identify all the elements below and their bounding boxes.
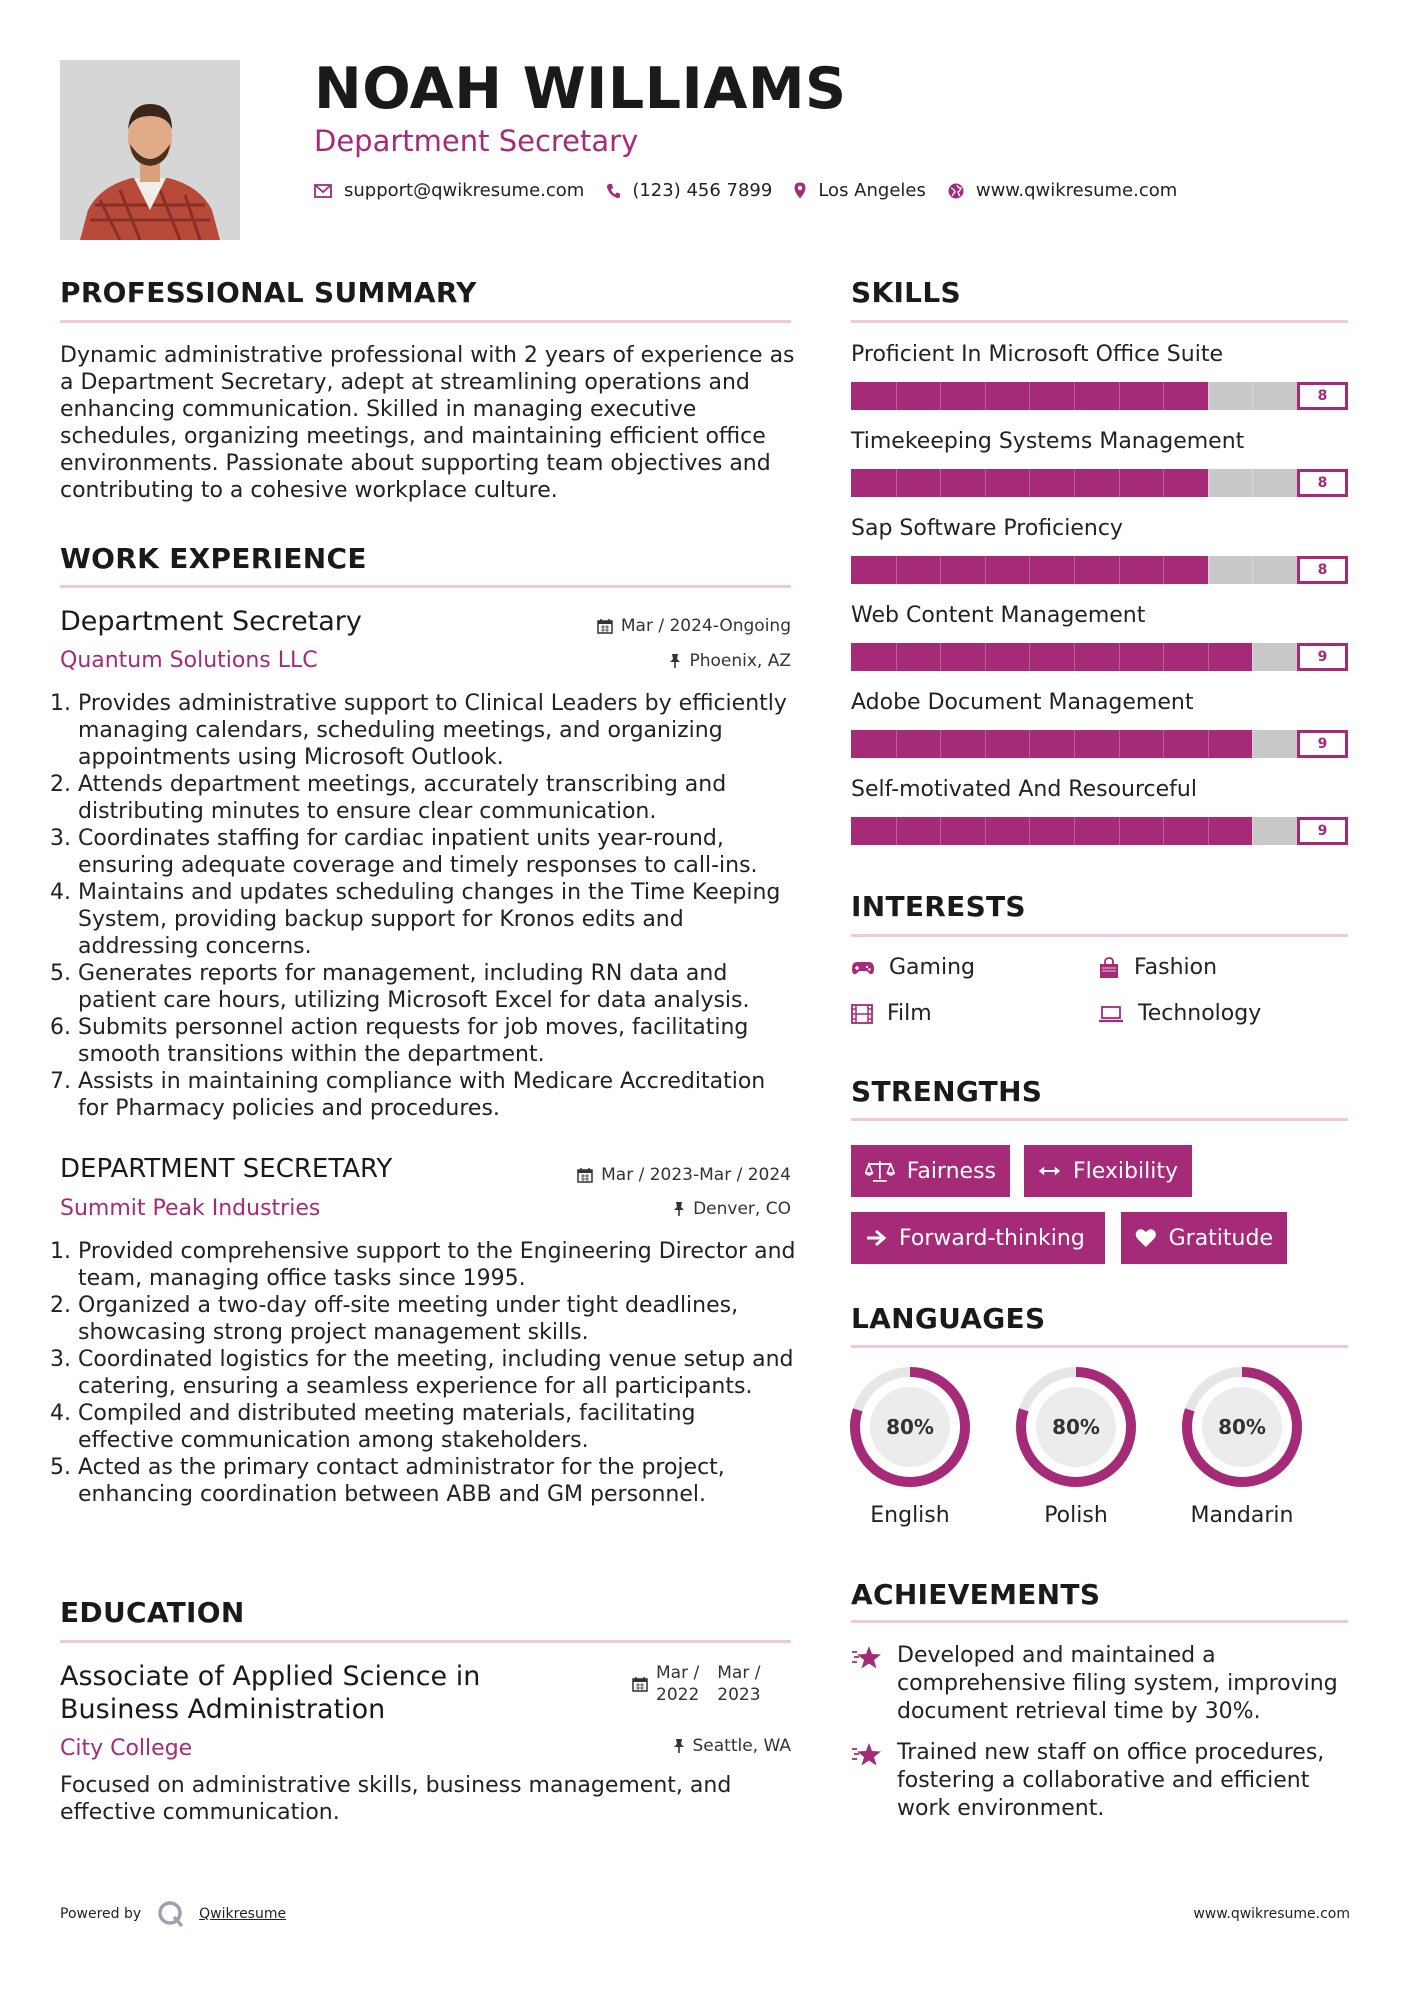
- strength-flexibility: [1024, 1145, 1192, 1197]
- skill-bar-segment-divider: [1208, 556, 1209, 584]
- contact-website[interactable]: [948, 180, 1177, 201]
- education-heading: EDUCATION: [60, 1596, 245, 1629]
- star-badge-icon: [851, 1644, 883, 1670]
- skill-bar-fill: [851, 643, 1252, 671]
- skill-level-value: 8: [1297, 469, 1348, 497]
- skill-bar-segment-divider: [1163, 469, 1164, 497]
- skill-level-value: 9: [1297, 817, 1348, 845]
- skill-bar: [851, 556, 1348, 584]
- language-item: [1014, 1365, 1138, 1528]
- achievement-text: Trained new staff on office procedures, fostering a collaborative and efficient work environment.: [897, 1740, 1325, 1821]
- skill-bar-segment-divider: [1208, 817, 1209, 845]
- contact-email[interactable]: [314, 180, 584, 201]
- duty-item: 4. Maintains and updates scheduling changes in the Time Keeping System, providing backup support for Kronos edits and addressing concerns.: [78, 879, 798, 960]
- laptop-icon: [1098, 1005, 1124, 1023]
- calendar-icon: [597, 618, 613, 634]
- skill-bar-segment-divider: [1163, 730, 1164, 758]
- skill-name: Sap Software Proficiency: [851, 516, 1123, 541]
- skill-bar-segment-divider: [1252, 469, 1253, 497]
- interest-fashion: [1098, 955, 1217, 980]
- duty-item: 1. Provides administrative support to Clinical Leaders by efficiently managing calendars, scheduling meetings, and organizing appointments using Microsoft Outlook.: [78, 690, 798, 771]
- job-2-location-text: Denver, CO: [693, 1199, 791, 1219]
- skill-bar-segment-divider: [1074, 643, 1075, 671]
- skill-bar: [851, 643, 1348, 671]
- job-1-duties: [58, 690, 798, 1122]
- achievements-divider: [851, 1620, 1348, 1623]
- skill-name: Adobe Document Management: [851, 690, 1194, 715]
- skill-bar-segment-divider: [1119, 730, 1120, 758]
- skill-bar-segment-divider: [985, 730, 986, 758]
- skill-bar-segment-divider: [896, 643, 897, 671]
- skill-bar-segment-divider: [1252, 730, 1253, 758]
- candidate-name: NOAH WILLIAMS: [314, 56, 847, 122]
- strength-forward-thinking: [851, 1212, 1105, 1264]
- experience-divider: [60, 585, 791, 588]
- languages-divider: [851, 1345, 1348, 1348]
- skill-bar-segment-divider: [896, 730, 897, 758]
- strengths-divider: [851, 1118, 1348, 1121]
- job-2-dates: [500, 1165, 791, 1185]
- language-percent: 80%: [886, 1415, 934, 1439]
- skill-bar-segment-divider: [1252, 556, 1253, 584]
- person-photo-icon: [60, 60, 240, 240]
- skill-bar-segment-divider: [1119, 469, 1120, 497]
- location-text: Los Angeles: [818, 180, 926, 201]
- interests-heading: INTERESTS: [851, 890, 1026, 923]
- skill-bar: [851, 382, 1348, 410]
- skill-bar-segment-divider: [985, 643, 986, 671]
- school-name: City College: [60, 1736, 193, 1761]
- interest-label: Gaming: [889, 955, 975, 980]
- strength-gratitude: [1121, 1212, 1287, 1264]
- education-location-text: Seattle, WA: [692, 1736, 791, 1756]
- skills-divider: [851, 320, 1348, 323]
- language-percent: 80%: [1052, 1415, 1100, 1439]
- film-icon: [851, 1004, 873, 1024]
- skill-bar-segment-divider: [985, 817, 986, 845]
- skill-bar-fill: [851, 730, 1252, 758]
- pushpin-icon: [673, 1201, 685, 1217]
- skill-bar-segment-divider: [1029, 469, 1030, 497]
- skill-name: Proficient In Microsoft Office Suite: [851, 342, 1223, 367]
- strengths-heading: STRENGTHS: [851, 1075, 1043, 1108]
- job-2-location: [520, 1199, 791, 1219]
- map-pin-icon: [794, 182, 806, 199]
- qwikresume-link[interactable]: Qwikresume: [199, 1906, 287, 1922]
- achievement-item: [851, 1739, 1357, 1823]
- pushpin-icon: [673, 1738, 685, 1754]
- start-date-line-1: Mar /: [656, 1663, 700, 1683]
- skill-bar-segment-divider: [1208, 730, 1209, 758]
- skill-bar-segment-divider: [1252, 643, 1253, 671]
- skill-bar-segment-divider: [896, 817, 897, 845]
- skill-bar: [851, 817, 1348, 845]
- skill-bar-segment-divider: [1163, 643, 1164, 671]
- language-item: [848, 1365, 972, 1528]
- skill-bar-segment-divider: [940, 817, 941, 845]
- duty-item: 6. Submits personnel action requests for job moves, facilitating smooth transitions within the department.: [78, 1014, 798, 1068]
- achievement-item: [851, 1642, 1357, 1726]
- contact-location: [794, 180, 926, 201]
- duty-item: 2. Attends department meetings, accurately transcribing and distributing minutes to ensure clear communication.: [78, 771, 798, 825]
- skill-bar-segment-divider: [940, 556, 941, 584]
- skill-bar-segment-divider: [1119, 817, 1120, 845]
- skill-bar-segment-divider: [1029, 730, 1030, 758]
- phone-text: (123) 456 7899: [632, 180, 773, 201]
- language-percent: 80%: [1218, 1415, 1266, 1439]
- skill-bar-segment-divider: [1074, 469, 1075, 497]
- star-badge-icon: [851, 1741, 883, 1767]
- duty-item: 3. Coordinates staffing for cardiac inpatient units year-round, ensuring adequate coverage and timely responses to call-ins.: [78, 825, 798, 879]
- arrow-right-icon: [865, 1228, 887, 1248]
- strength-label: Flexibility: [1073, 1158, 1178, 1184]
- strength-fairness: [851, 1145, 1010, 1197]
- footer-website[interactable]: www.qwikresume.com: [1193, 1906, 1350, 1922]
- degree-title: [60, 1660, 480, 1726]
- job-2-duties: [58, 1238, 798, 1508]
- globe-icon: [948, 183, 964, 199]
- education-location: [520, 1736, 791, 1756]
- job-2-dates-text: Mar / 2023-Mar / 2024: [601, 1165, 791, 1185]
- interest-gaming: [851, 955, 975, 980]
- skill-bar-segment-divider: [1074, 556, 1075, 584]
- education-end-date: [717, 1662, 760, 1706]
- gamepad-icon: [851, 960, 875, 976]
- duty-item: 7. Assists in maintaining compliance with Medicare Accreditation for Pharmacy policies and procedures.: [78, 1068, 798, 1122]
- footer-powered-by: [60, 1900, 286, 1928]
- skill-bar-segment-divider: [1119, 556, 1120, 584]
- phone-icon: [606, 183, 620, 199]
- skill-level-value: 8: [1297, 556, 1348, 584]
- duty-item: 1. Provided comprehensive support to the Engineering Director and team, managing office tasks since 1995.: [78, 1238, 798, 1292]
- job-1-title: Department Secretary: [60, 606, 362, 637]
- skill-bar-segment-divider: [1208, 643, 1209, 671]
- candidate-title: Department Secretary: [314, 124, 639, 158]
- skill-bar-segment-divider: [1029, 643, 1030, 671]
- skill-bar-segment-divider: [1163, 556, 1164, 584]
- calendar-icon: [577, 1167, 593, 1183]
- start-date-line-2: 2022: [656, 1685, 700, 1705]
- degree-line-1: Associate of Applied Science in: [60, 1661, 481, 1692]
- skill-bar-segment-divider: [940, 643, 941, 671]
- language-name: English: [870, 1503, 950, 1528]
- interest-film: [851, 1001, 932, 1026]
- job-2-title: DEPARTMENT SECRETARY: [60, 1154, 393, 1184]
- skill-bar-segment-divider: [1074, 817, 1075, 845]
- education-divider: [60, 1640, 791, 1643]
- job-2-company: Summit Peak Industries: [60, 1196, 321, 1221]
- skill-bar-segment-divider: [896, 556, 897, 584]
- language-name: Polish: [1044, 1503, 1108, 1528]
- skill-bar-segment-divider: [1163, 817, 1164, 845]
- strength-label: Gratitude: [1168, 1225, 1273, 1251]
- skill-bar-segment-divider: [1208, 469, 1209, 497]
- summary-heading: PROFESSIONAL SUMMARY: [60, 276, 477, 309]
- experience-heading: WORK EXPERIENCE: [60, 542, 367, 575]
- summary-divider: [60, 320, 791, 323]
- languages-heading: LANGUAGES: [851, 1302, 1046, 1335]
- job-1-location: [520, 651, 791, 671]
- language-item: [1180, 1365, 1304, 1528]
- skill-name: Web Content Management: [851, 603, 1146, 628]
- interest-label: Technology: [1138, 1001, 1262, 1026]
- language-ring: [1014, 1365, 1138, 1489]
- contact-phone[interactable]: [606, 180, 772, 201]
- duty-item: 5. Generates reports for management, including RN data and patient care hours, utilizing Microsoft Excel for data analysis.: [78, 960, 798, 1014]
- skill-bar-segment-divider: [896, 469, 897, 497]
- skill-level-value: 9: [1297, 730, 1348, 758]
- duty-item: 2. Organized a two-day off-site meeting under tight deadlines, showcasing strong project management skills.: [78, 1292, 798, 1346]
- skill-bar-segment-divider: [1029, 556, 1030, 584]
- education-start-date: [656, 1662, 699, 1706]
- summary-text: Dynamic administrative professional with 2 years of experience as a Department Secretary, adept at streamlining operations and enhancing communication. Skilled in managing executive schedules, organizing meetings, and maintaining efficient office environments. Passionate about supporting team objectives and contributing to a cohesive workplace culture.: [60, 343, 795, 503]
- arrows-horizontal-icon: [1038, 1164, 1061, 1178]
- qwikresume-logo-icon: [157, 1900, 185, 1928]
- job-1-dates-text: Mar / 2024-Ongoing: [620, 616, 791, 636]
- education-dates: [632, 1662, 761, 1706]
- job-1-dates: [520, 616, 791, 636]
- interest-label: Fashion: [1134, 955, 1218, 980]
- skill-bar-segment-divider: [940, 382, 941, 410]
- duty-item: 4. Compiled and distributed meeting materials, facilitating effective communication among stakeholders.: [78, 1400, 798, 1454]
- skill-bar-segment-divider: [1119, 643, 1120, 671]
- duty-item: 3. Coordinated logistics for the meeting, including venue setup and catering, ensuring a seamless experience for all participants.: [78, 1346, 798, 1400]
- skill-bar-segment-divider: [1163, 382, 1164, 410]
- achievements-heading: ACHIEVEMENTS: [851, 1578, 1101, 1611]
- skills-heading: SKILLS: [851, 276, 961, 309]
- skill-bar: [851, 730, 1348, 758]
- interests-divider: [851, 934, 1348, 937]
- skill-bar-segment-divider: [1074, 382, 1075, 410]
- skill-name: Timekeeping Systems Management: [851, 429, 1245, 454]
- interest-technology: [1098, 1001, 1261, 1026]
- skill-bar-segment-divider: [1074, 730, 1075, 758]
- contact-bar: [314, 180, 1199, 201]
- strength-label: Forward-thinking: [899, 1225, 1085, 1251]
- website-text: www.qwikresume.com: [975, 180, 1178, 201]
- skill-bar-segment-divider: [985, 469, 986, 497]
- language-ring: [848, 1365, 972, 1489]
- shopping-bag-icon: [1098, 957, 1120, 979]
- strength-label: Fairness: [906, 1158, 996, 1184]
- skill-bar-segment-divider: [985, 382, 986, 410]
- end-date-line-1: Mar /: [717, 1663, 761, 1683]
- email-text: support@qwikresume.com: [344, 180, 585, 201]
- skill-bar-segment-divider: [940, 730, 941, 758]
- scale-icon: [865, 1159, 895, 1183]
- duty-item: 5. Acted as the primary contact administrator for the project, enhancing coordination between ABB and GM personnel.: [78, 1454, 798, 1508]
- skill-level-value: 8: [1297, 382, 1348, 410]
- job-1-location-text: Phoenix, AZ: [689, 651, 791, 671]
- skill-level-value: 9: [1297, 643, 1348, 671]
- envelope-icon: [314, 184, 332, 198]
- skill-bar-segment-divider: [1252, 817, 1253, 845]
- skill-bar-segment-divider: [896, 382, 897, 410]
- education-description: Focused on administrative skills, business management, and effective communication.: [60, 1773, 732, 1825]
- degree-line-2: Business Administration: [60, 1694, 386, 1725]
- skill-bar-segment-divider: [1252, 382, 1253, 410]
- skill-bar-segment-divider: [985, 556, 986, 584]
- achievement-text: Developed and maintained a comprehensive filing system, improving document retrieval time by 30%.: [897, 1643, 1338, 1724]
- skill-bar-segment-divider: [1029, 817, 1030, 845]
- skill-bar: [851, 469, 1348, 497]
- language-name: Mandarin: [1190, 1503, 1294, 1528]
- heart-icon: [1135, 1227, 1157, 1249]
- calendar-icon: [632, 1676, 648, 1692]
- skill-name: Self-motivated And Resourceful: [851, 777, 1197, 802]
- skill-bar-segment-divider: [1119, 382, 1120, 410]
- skill-bar-segment-divider: [1029, 382, 1030, 410]
- interest-label: Film: [887, 1001, 932, 1026]
- skill-bar-segment-divider: [1208, 382, 1209, 410]
- powered-by-text: Powered by: [60, 1906, 142, 1922]
- skill-bar-segment-divider: [940, 469, 941, 497]
- skill-bar-fill: [851, 817, 1252, 845]
- profile-photo: [60, 60, 240, 240]
- pushpin-icon: [669, 653, 681, 669]
- language-ring: [1180, 1365, 1304, 1489]
- end-date-line-2: 2023: [717, 1685, 761, 1705]
- job-1-company: Quantum Solutions LLC: [60, 648, 318, 673]
